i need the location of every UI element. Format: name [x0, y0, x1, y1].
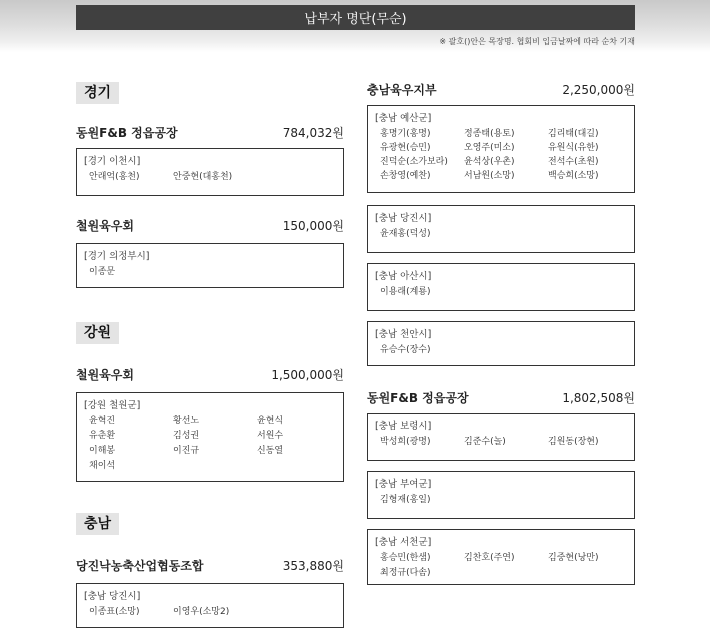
member-list [380, 492, 464, 505]
member-box [76, 243, 344, 288]
area-label: [충남 부여군] [375, 479, 432, 490]
member-list [380, 126, 632, 181]
donor-row [76, 217, 344, 234]
member-name: 김찬호(주연) [464, 553, 515, 563]
member-name: 신동열 [257, 446, 284, 456]
member-box [367, 471, 635, 519]
member-box [367, 105, 635, 193]
member-list [89, 169, 257, 182]
member-name: 김리태(대길) [548, 129, 599, 139]
header-note: ※ 괄호()안은 목장명. 협회비 입금날짜에 따라 순차 기재 [439, 37, 635, 46]
donor-name: 철원육우회 [76, 368, 134, 382]
member-box [367, 413, 635, 461]
member-box [367, 205, 635, 253]
area-label: [충남 예산군] [375, 113, 432, 124]
member-name: 유원식(유한) [548, 143, 599, 153]
area-label: [강원 철원군] [84, 400, 141, 411]
donor-name: 동원F&B 정읍공장 [76, 126, 178, 140]
donor-amount: 353,880원 [282, 559, 344, 573]
member-list [380, 434, 632, 447]
member-name: 최정규(다솜) [380, 568, 431, 578]
donor-name: 철원육우회 [76, 219, 134, 233]
donor-amount: 1,802,508원 [562, 391, 635, 405]
member-list [89, 264, 173, 277]
member-name: 오영주(미소) [464, 143, 515, 153]
donor-row [76, 124, 344, 141]
donor-name: 충남육우지부 [367, 83, 437, 97]
member-name: 윤석상(우촌) [464, 157, 515, 167]
member-name: 안중현(대홍천) [173, 172, 233, 182]
member-name: 황선노 [173, 416, 200, 426]
area-label: [충남 천안시] [375, 329, 432, 340]
member-name: 유승수(장수) [380, 345, 431, 355]
member-box [367, 263, 635, 311]
area-label: [충남 보령시] [375, 421, 432, 432]
area-label: [경기 의정부시] [84, 251, 150, 262]
area-label: [충남 당진시] [84, 591, 141, 602]
donor-name: 당진낙농축산업협동조합 [76, 559, 204, 573]
member-name: 진덕순(소가보라) [380, 157, 448, 167]
member-name: 이종문 [89, 267, 116, 277]
member-name: 서남원(소망) [464, 171, 515, 181]
member-list [380, 226, 464, 239]
member-name: 홍명기(홍명) [380, 129, 431, 139]
donor-row [76, 557, 344, 574]
donor-row [76, 366, 344, 383]
donor-name: 동원F&B 정읍공장 [367, 391, 469, 405]
member-name: 김형재(홍일) [380, 495, 431, 505]
area-label: [충남 아산시] [375, 271, 432, 282]
member-box [76, 583, 344, 628]
member-name: 서원수 [257, 431, 284, 441]
member-name: 김중현(낭만) [548, 553, 599, 563]
member-list [380, 550, 632, 578]
member-name: 이진규 [173, 446, 200, 456]
member-name: 정종태(용토) [464, 129, 515, 139]
area-label: [경기 이천시] [84, 156, 141, 167]
member-list [380, 342, 464, 355]
member-name: 유광현(승민) [380, 143, 431, 153]
member-name: 이해봉 [89, 446, 116, 456]
member-name: 김성권 [173, 431, 200, 441]
member-box [76, 148, 344, 196]
member-name: 이용래(계룡) [380, 287, 431, 297]
member-name: 백승희(소망) [548, 171, 599, 181]
member-name: 손창영(예찬) [380, 171, 431, 181]
member-box [367, 529, 635, 585]
member-list [89, 604, 257, 617]
region-heading-gangwon: 강원 [76, 322, 119, 344]
area-label: [충남 서천군] [375, 537, 432, 548]
member-list [380, 284, 464, 297]
donor-row [367, 389, 635, 406]
member-name: 윤재홍(덕성) [380, 229, 431, 239]
member-name: 홍승민(한샘) [380, 553, 431, 563]
member-name: 유춘환 [89, 431, 116, 441]
region-heading-gyeonggi: 경기 [76, 82, 119, 104]
donor-amount: 784,032원 [282, 126, 344, 140]
member-list [89, 413, 341, 471]
area-label: [충남 당진시] [375, 213, 432, 224]
region-heading-chungnam: 충남 [76, 513, 119, 535]
member-name: 안래억(홍천) [89, 172, 140, 182]
donor-amount: 2,250,000원 [562, 83, 635, 97]
member-name: 김원동(장현) [548, 437, 599, 447]
page-title: 납부자 명단(무순) [76, 5, 635, 30]
member-name: 박성희(광명) [380, 437, 431, 447]
member-box [367, 321, 635, 366]
member-name: 전석수(초원) [548, 157, 599, 167]
member-name: 윤혁진 [89, 416, 116, 426]
member-name: 이종표(소망) [89, 607, 140, 617]
donor-row [367, 81, 635, 98]
member-name: 김준수(놀) [464, 437, 506, 447]
member-name: 채이석 [89, 461, 116, 471]
member-name: 윤현식 [257, 416, 284, 426]
donor-amount: 1,500,000원 [271, 368, 344, 382]
donor-amount: 150,000원 [282, 219, 344, 233]
member-name: 이영우(소망2) [173, 607, 230, 617]
member-box [76, 392, 344, 482]
